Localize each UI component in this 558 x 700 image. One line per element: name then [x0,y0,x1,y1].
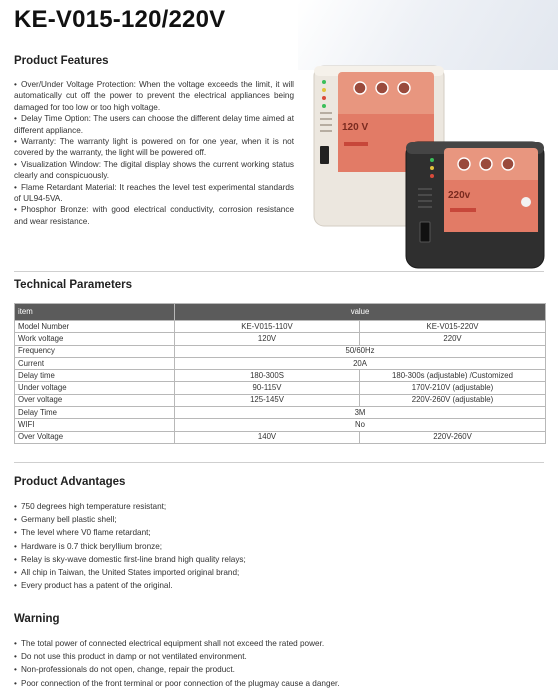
bullet-icon: • [14,502,17,511]
warning-item: • The total power of connected electrical equipment shall not exceed the rated power. [14,637,534,650]
cell-value: 125-145V [175,394,360,406]
table-row [15,431,546,443]
row-label: Frequency [15,345,175,357]
row-label: Current [15,357,175,369]
bullet-icon: • [14,515,17,525]
bullet-icon: • [14,205,17,215]
advantage-item: • Hardware is 0.7 thick beryllium bronze; [14,540,534,553]
cell-value: No [175,419,546,431]
row-label: Work voltage [15,333,175,345]
black-unit-knob [502,158,514,170]
advantage-item: • The level where V0 flame retardant; [14,526,534,539]
bullet-icon: • [14,554,17,564]
white-unit-knob [376,82,388,94]
page-title: KE-V015-120/220V [14,6,226,33]
status-led-icon [430,166,434,170]
warning-list [14,637,534,690]
cell-value: KE-V015-220V [360,321,546,333]
table-row [15,357,546,369]
row-label: Over voltage [15,394,175,406]
table-row [15,345,546,357]
table-row [15,370,546,382]
black-unit-indicator [521,197,531,207]
table-row [15,321,546,333]
cell-value: 220V [360,333,546,345]
white-unit-knob [398,82,410,94]
white-unit-switch [320,146,329,164]
bullet-icon: • [14,581,17,591]
advantage-item: • All chip in Taiwan, the United States imported original brand; [14,566,534,579]
row-label: Model Number [15,321,175,333]
row-label: Under voltage [15,382,175,394]
advantage-item: • Relay is sky-wave domestic first-line brand high quality relays; [14,553,534,566]
technical-parameters-table [14,303,546,444]
row-label: WIFI [15,419,175,431]
black-unit-switch [420,222,430,242]
bullet-icon: • [14,665,17,675]
cell-value: 140V [175,431,360,443]
bullet-icon: • [14,678,17,688]
product-image [310,62,546,272]
row-label: Delay Time [15,407,175,419]
advantages-heading: Product Advantages [14,476,126,488]
table-row [15,394,546,406]
black-unit-knob [458,158,470,170]
table-row [15,382,546,394]
bullet-icon: • [14,528,17,538]
table-header-row [15,304,546,321]
warning-heading: Warning [14,613,60,625]
status-led-icon [322,88,326,92]
section-divider [14,462,544,463]
cell-value: 220V-260V (adjustable) [360,394,546,406]
section-divider [14,271,544,272]
cell-value: KE-V015-110V [175,321,360,333]
bullet-icon: • [14,541,17,551]
black-unit-knob [480,158,492,170]
svg-text:120 V: 120 V [342,122,369,133]
cell-value: 220V-260V [360,431,546,443]
advantages-list [14,500,534,592]
table-row [15,333,546,345]
cell-value: 20A [175,357,546,369]
black-protector-unit [406,142,544,268]
bullet-icon: • [14,639,17,648]
warning-item: • Non-professionals do not open, change, repair the product. [14,663,534,676]
features-list [14,79,294,227]
params-heading: Technical Parameters [14,279,133,291]
header-background-shape [298,0,558,70]
warning-item: • Do not use this product in damp or not ventilated environment. [14,650,534,663]
bullet-icon: • [14,80,17,89]
row-label: Delay time [15,370,175,382]
features-heading: Product Features [14,55,109,67]
feature-item: • Phosphor Bronze: with good electrical conductivity, corrosion resistance and wear resistance. [14,205,294,226]
cell-value: 50/60Hz [175,345,546,357]
feature-item: • Flame Retardant Material: It reaches the level test experimental standards of UL94-5VA. [14,182,294,204]
bullet-icon: • [14,159,17,169]
table-row [15,419,546,431]
white-unit-knob [354,82,366,94]
advantage-item: • 750 degrees high temperature resistant; [14,500,534,513]
bullet-icon: • [14,114,17,124]
warning-item: • Poor connection of the front terminal or poor connection of the plugmay cause a danger. [14,677,534,690]
table-row [15,407,546,419]
bullet-icon: • [14,652,17,662]
cell-value: 170V-210V (adjustable) [360,382,546,394]
row-label: Over Voltage [15,431,175,443]
advantage-item: • Every product has a patent of the original. [14,579,534,592]
status-led-icon [430,174,434,178]
cell-value: 90-115V [175,382,360,394]
feature-item: • Warranty: The warranty light is powered on for one year, when it is not covered by the warranty, the light will be powered off. [14,137,294,158]
feature-item: • Delay Time Option: The users can choose the different delay time aimed at different appliance. [14,114,294,135]
cell-value: 180-300s (adjustable) /Customized [360,370,546,382]
bullet-icon: • [14,137,17,147]
column-header-value: value [175,304,546,321]
status-led-icon [430,158,434,162]
bullet-icon: • [14,568,17,578]
cell-value: 3M [175,407,546,419]
status-led-icon [322,80,326,84]
column-header-item: item [15,304,175,321]
status-led-icon [322,96,326,100]
advantage-item: • Germany bell plastic shell; [14,513,534,526]
cell-value: 180-300S [175,370,360,382]
feature-item: • Visualization Window: The digital display shows the current working status clearly and conspicuously. [14,159,294,181]
feature-item: • Over/Under Voltage Protection: When the voltage exceeds the limit, it will automatically cut off the power to prevent the electrical appliances being damaged for too low or too high voltage. [14,80,294,112]
bullet-icon: • [14,182,17,192]
cell-value: 120V [175,333,360,345]
svg-text:220v: 220v [448,190,471,201]
status-led-icon [322,104,326,108]
